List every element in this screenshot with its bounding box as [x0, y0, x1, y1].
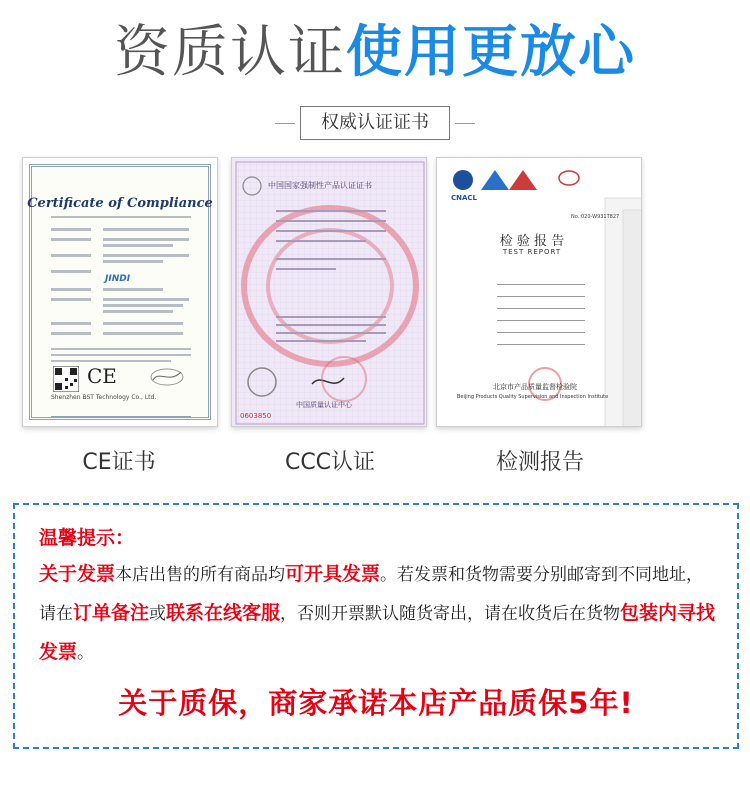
report-title-cn: 检 验 报 告: [499, 234, 565, 249]
notice-text-3: 或: [149, 604, 167, 624]
notice-order-remark: 订单备注: [73, 602, 150, 624]
ccc-certificate-image[interactable]: [231, 157, 427, 427]
notice-text-5: 。: [77, 643, 95, 663]
notice-find-invoice: 包装内寻找发票: [39, 602, 716, 663]
ccc-serial: 0603850: [240, 412, 272, 420]
page-headline: [0, 18, 750, 88]
signature-icon: [147, 362, 187, 392]
notice-text-1: 本店出售的所有商品均: [115, 565, 286, 585]
report-org: CNACL: [451, 194, 478, 202]
notice-contact-service: 联系在线客服: [166, 602, 281, 624]
report-number: No.:020-W931T827: [571, 214, 620, 220]
notice-box: [13, 503, 739, 749]
qr-code-icon: [53, 366, 79, 392]
ccc-footer: 中国质量认证中心: [296, 401, 352, 409]
notice-invoice-heading: 关于发票: [39, 563, 116, 585]
notice-invoice-available: 可开具发票: [285, 563, 381, 585]
ccc-certificate-graphic: [232, 158, 427, 427]
notice-warranty: 关于质保，商家承诺本店产品质保5年!: [118, 686, 634, 720]
ccc-header: 中国国家强制性产品认证证书: [268, 181, 372, 190]
headline-light: 资质认证: [114, 20, 346, 85]
notice-title: 温馨提示：: [39, 527, 135, 549]
section-subtitle: 权威认证证书: [300, 106, 450, 140]
ce-brand-logo: [105, 274, 130, 284]
report-institute-en: Beijing Products Quality Supervision and Inspection Institute: [457, 394, 609, 400]
ccc-certificate-label: CCC认证: [284, 450, 376, 475]
ce-brand-text: JINDI: [105, 274, 131, 284]
ce-mark-icon: CE: [87, 364, 117, 388]
ce-issuer-footer: Shenzhen BST Technology Co., Ltd.: [51, 394, 157, 401]
test-report-image[interactable]: [436, 157, 642, 427]
report-institute-cn: 北京市产品质量监督检验院: [493, 383, 577, 391]
notice-text-4: ，否则开票默认随货寄出，请在收货后在货物: [280, 604, 621, 624]
ce-certificate-label: CE证书: [82, 450, 156, 475]
test-report-label: 检测报告: [495, 450, 584, 475]
headline-strong: 使用更放心: [346, 20, 636, 85]
notice-invoice-paragraph: [39, 555, 719, 672]
ce-certificate-title: Certificate of Compliance: [27, 196, 213, 211]
notice-text-2: 。若发票和货物需要分别邮寄到不同地址，请在: [39, 565, 704, 624]
ce-certificate-image[interactable]: [22, 157, 218, 427]
report-title-en: TEST REPORT: [502, 248, 562, 256]
